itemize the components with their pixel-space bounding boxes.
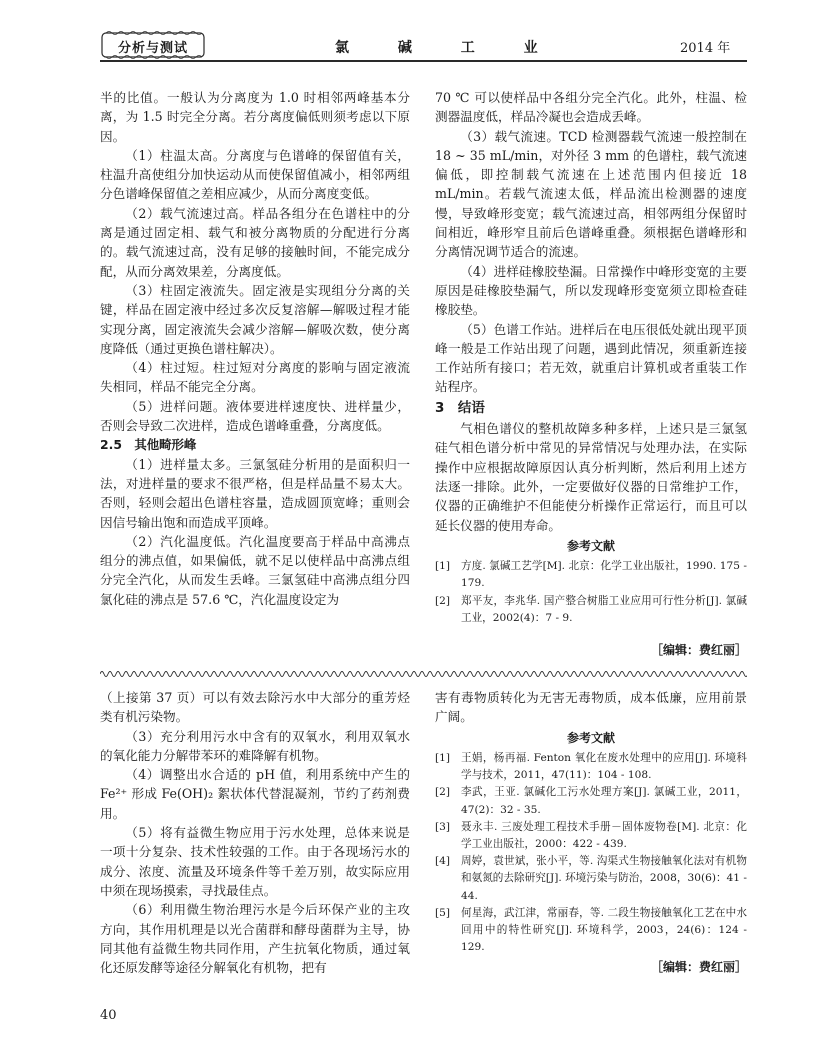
references-list bbox=[435, 558, 747, 627]
page-number: 40 bbox=[100, 1008, 117, 1023]
reference-item: [5] 何星海，武江津，常丽春，等. 二段生物接触氧化工艺在中水回用中的特性研究[J]. 环境科学，2003，24(6)：124 - 129. bbox=[435, 906, 747, 954]
right-column-bottom bbox=[435, 688, 747, 978]
paragraph: （1）进样量太多。三氯氢硅分析用的是面积归一法，对进样量的要求不很严格，但是样品量不易太大。否则，轻则会超出色谱柱容量，造成圆顶宽峰；重则会因信号输出饱和而造成平顶峰。 bbox=[100, 456, 410, 530]
paragraph: （3）柱固定液流失。固定液是实现组分分离的关键，样品在固定液中经过多次反复溶解—解吸过程才能实现分离，固定液流失会减少溶解—解吸次数，使分离度降低（通过更换色谱柱解决）。 bbox=[100, 282, 410, 356]
issue-year: 2014 年 bbox=[680, 41, 731, 56]
reference-item: [1] 方度. 氯碱工艺学[M]. 北京：化学工业出版社，1990. 175 - 179. bbox=[435, 560, 747, 590]
paragraph: （2）载气流速过高。样品各组分在色谱柱中的分离是通过固定相、载气和被分离物质的分配进行分离的。载气流速过高，没有足够的接触时间，不能完成分配，从而分离效果差，分离度低。 bbox=[100, 205, 410, 279]
section-heading-conclusion: 3 结语 bbox=[435, 399, 485, 416]
paragraph: 半的比值。一般认为分离度为 1.0 时相邻两峰基本分离，为 1.5 时完全分离。若分离度偏低则须考虑以下原因。 bbox=[100, 90, 410, 144]
journal-name: 氯 碱 工 业 bbox=[335, 40, 560, 56]
header-rule bbox=[100, 60, 747, 62]
paragraph-conclusion: 气相色谱仪的整机故障多种多样，上述只是三氯氢硅气相色谱分析中常见的异常情况与处理办法，在实际操作中应根据故障原因认真分析判断，然后利用上述方法逐一排除。此外，一定要做好仪器的日常维护工作，仪器的正确维护不但能使分析操作正常运行，而且可以延长仪器的使用寿命。 bbox=[435, 421, 747, 533]
reference-item: [2] 郑平友，李兆华. 国产整合树脂工业应用可行性分析[J]. 氯碱工业，2002(4)：7 - 9. bbox=[435, 594, 747, 624]
paragraph: （6）利用微生物治理污水是今后环保产业的主攻方向，其作用机理是以光合菌群和酵母菌群为主导，协同其他有益微生物共同作用，产生抗氧化物质，通过氧化还原发酵等途径分解氧化有机物，把有 bbox=[100, 902, 410, 976]
references-title: 参考文献 bbox=[566, 538, 615, 553]
paragraph: （4）调整出水合适的 pH 值，利用系统中产生的 Fe²⁺ 形成 Fe(OH)₂ 絮状体代替混凝剂，节约了药剂费用。 bbox=[100, 767, 410, 821]
paragraph: （3）充分利用污水中含有的双氧水，利用双氧水的氧化能力分解带苯环的难降解有机物。 bbox=[100, 728, 410, 763]
paragraph: （5）色谱工作站。进样后在电压很低处就出现平顶峰一般是工作站出现了问题，遇到此情况，须重新连接工作站所有接口；若无效，就重启计算机或者重装工作站程序。 bbox=[435, 321, 747, 395]
left-column-top bbox=[100, 88, 410, 609]
references-title: 参考文献 bbox=[566, 730, 615, 745]
editor-credit: ［编辑：费红丽］ bbox=[650, 642, 747, 657]
paragraph: （4）柱过短。柱过短对分离度的影响与固定液流失相同，样品不能完全分离。 bbox=[100, 360, 410, 395]
references-list bbox=[435, 750, 747, 956]
reference-item: [4] 周婷，袁世斌，张小平，等. 沟渠式生物接触氧化法对有机物和氨氮的去除研究[J]. 环境污染与防治，2008，30(6)：41 - 44. bbox=[435, 855, 747, 902]
section-tag bbox=[100, 30, 206, 60]
section-tag-label: 分析与测试 bbox=[117, 41, 188, 56]
reference-item: [2] 李武，王亚. 氯碱化工污水处理方案[J]. 氯碱工业，2011，47(2)：32 - 35. bbox=[435, 786, 747, 816]
reference-item: [3] 聂永丰. 三废处理工程技术手册－固体废物卷[M]. 北京：化学工业出版社，2000：422 - 439. bbox=[435, 820, 747, 850]
paragraph: （5）将有益微生物应用于污水处理，总体来说是一项十分复杂、技术性较强的工作。由于各现场污水的成分、浓度、流量及环境条件等千差万别，故实际应用中须在现场摸索，寻找最佳点。 bbox=[100, 825, 410, 898]
paragraph: （1）柱温太高。分离度与色谱峰的保留值有关，柱温升高使组分加快运动从而使保留值减小，相邻两组分色谱峰保留值之差相应减少，从而分离度变低。 bbox=[100, 147, 410, 202]
wavy-divider-icon bbox=[100, 668, 747, 680]
paragraph: （3）载气流速。TCD 检测器载气流速一般控制在 18 ~ 35 mL/min，对外径 3 mm 的色谱柱，载气流速偏低，即控制载气流速在上述范围内但接近 18 mL/min。若载气流速太低，样品流出检测器的速度慢，导致峰形变宽；载气流速过高，相邻两组分保留时间相近，峰形窄且前后色谱峰重叠。须根据色谱峰形和分离情况调节适合的流速。 bbox=[435, 128, 747, 260]
paragraph: （4）进样硅橡胶垫漏。日常操作中峰形变宽的主要原因是硅橡胶垫漏气，所以发现峰形变宽须立即检查硅橡胶垫。 bbox=[435, 263, 747, 318]
left-column-bottom bbox=[100, 688, 410, 977]
paragraph: （5）进样问题。液体要进样速度快、进样量少，否则会导致二次进样，造成色谱峰重叠，分离度低。 bbox=[100, 398, 410, 434]
editor-credit: ［编辑：费红丽］ bbox=[650, 960, 747, 975]
paragraph: （2）汽化温度低。汽化温度要高于样品中高沸点组分的沸点值，如果偏低，就不足以使样品中高沸点组分完全汽化，从而发生丢峰。三氯氢硅中高沸点组分四氯化硅的沸点是 57.6 ℃，汽化温度设定为 bbox=[100, 533, 410, 607]
reference-item: [1] 王娟，杨再福. Fenton 氧化在废水处理中的应用[J]. 环境科学与技术，2011，47(11)：104 - 108. bbox=[435, 751, 747, 782]
paragraph: 害有毒物质转化为无害无毒物质，成本低廉，应用前景广阔。 bbox=[435, 690, 747, 725]
subsection-heading: 2.5 其他畸形峰 bbox=[100, 437, 197, 453]
paragraph: 70 ℃ 可以使样品中各组分完全汽化。此外，柱温、检测器温度低，样品冷凝也会造成丢峰。 bbox=[435, 90, 747, 125]
right-column-top bbox=[435, 88, 747, 660]
paragraph: （上接第 37 页）可以有效去除污水中大部分的重芳烃类有机污染物。 bbox=[100, 690, 410, 725]
